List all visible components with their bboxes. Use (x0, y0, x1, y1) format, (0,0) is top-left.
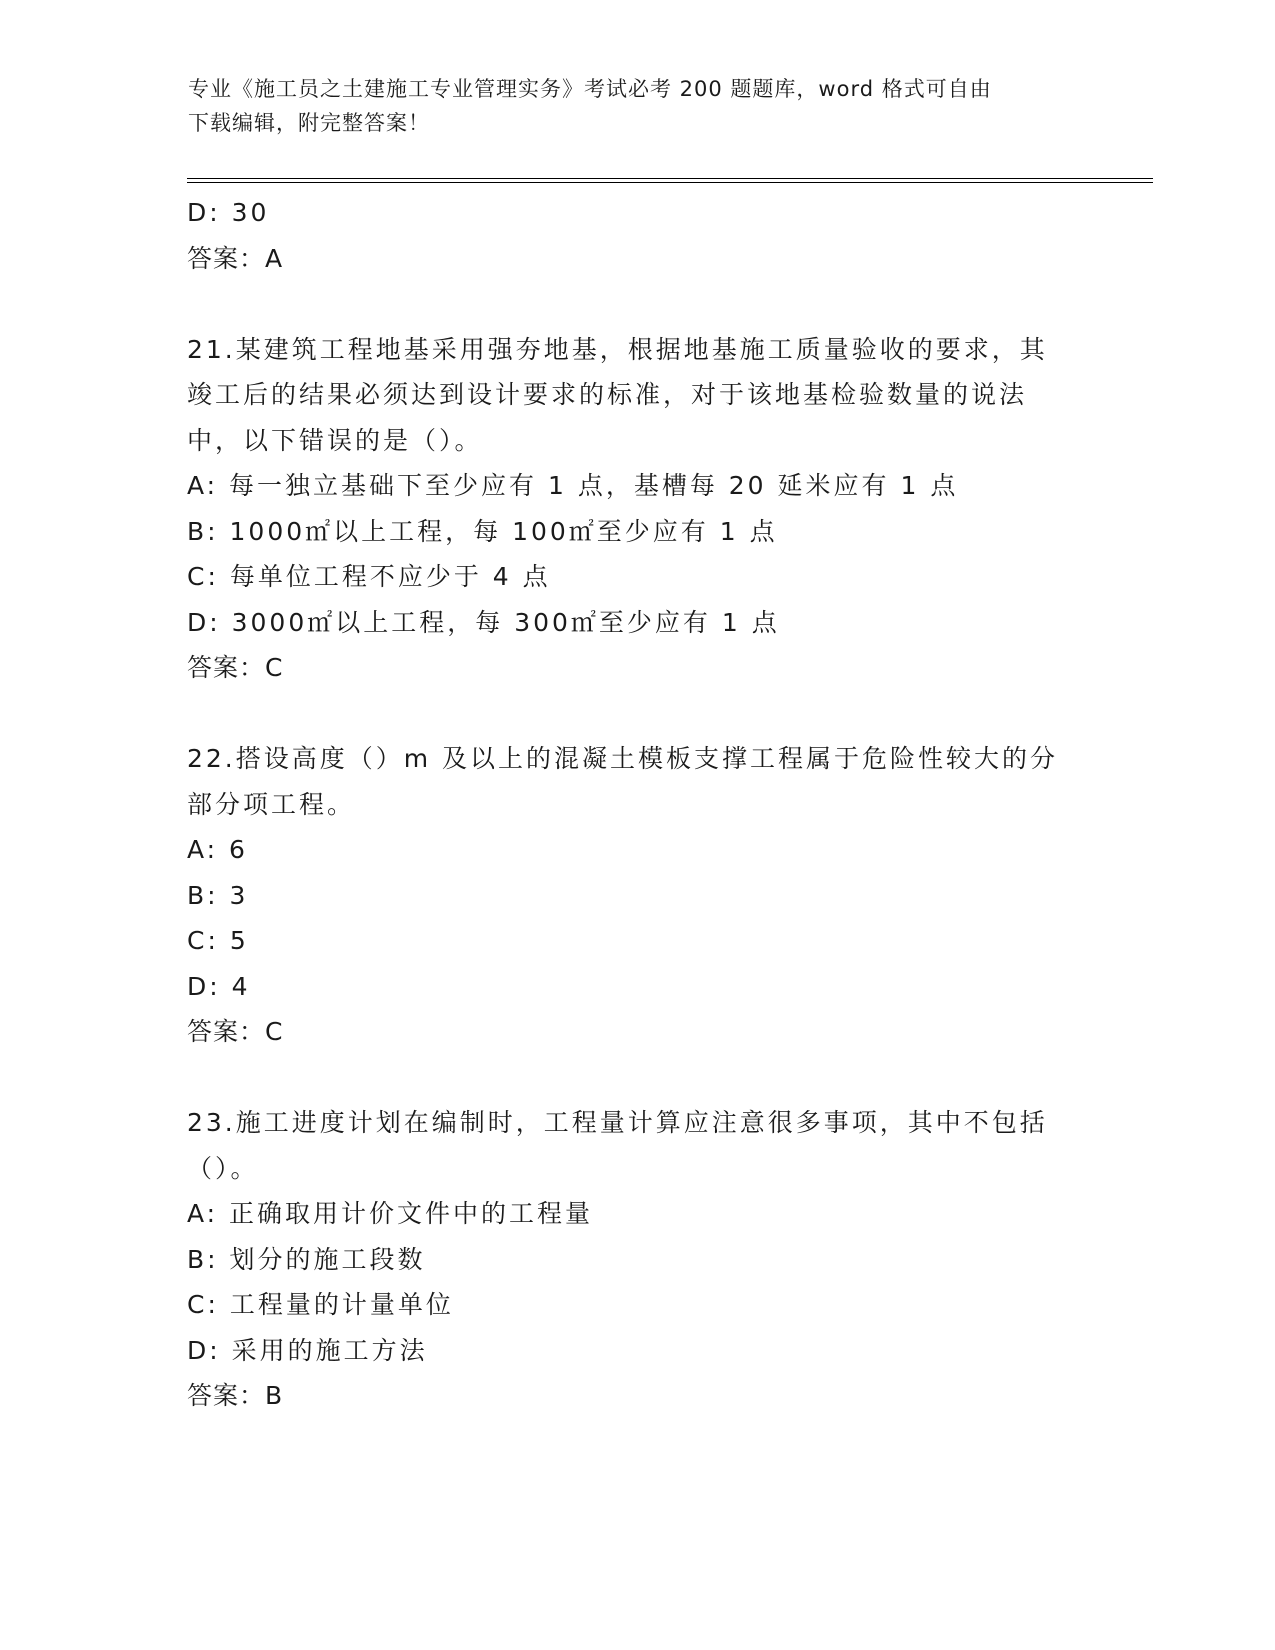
question-21 (187, 327, 1087, 691)
question-text-line: 23.施工进度计划在编制时，工程量计算应注意很多事项，其中不包括 (187, 1108, 1048, 1137)
question-text-line: 22.搭设高度（）m 及以上的混凝土模板支撑工程属于危险性较大的分 (187, 744, 1059, 773)
header-divider-bottom (187, 182, 1153, 183)
option-d: D: 30 (187, 198, 270, 227)
spacer (187, 691, 1087, 737)
question-text-line: 部分项工程。 (187, 789, 356, 819)
option-a: A: 每一独立基础下至少应有 1 点，基槽每 20 延米应有 1 点 (187, 471, 959, 500)
option-b: B: 1000㎡以上工程，每 100㎡至少应有 1 点 (187, 516, 778, 546)
question-text-line: 21.某建筑工程地基采用强夯地基，根据地基施工质量验收的要求，其 (187, 334, 1048, 364)
question-23 (187, 1100, 1087, 1419)
option-d: D: 3000㎡以上工程，每 300㎡至少应有 1 点 (187, 607, 780, 637)
question-22 (187, 736, 1087, 1055)
answer-line: 答案：B (187, 1381, 284, 1410)
question-list (187, 190, 1087, 1419)
previous-question-tail (187, 190, 1087, 281)
option-b: B: 划分的施工段数 (187, 1244, 426, 1274)
question-text-line: 竣工后的结果必须达到设计要求的标准，对于该地基检验数量的说法 (187, 380, 1028, 409)
answer-line: 答案：A (187, 243, 284, 273)
option-c: C: 工程量的计量单位 (187, 1290, 454, 1319)
option-d: D: 4 (187, 971, 251, 1001)
option-a: A: 正确取用计价文件中的工程量 (187, 1199, 594, 1228)
option-c: C: 5 (187, 926, 249, 955)
option-b: B: 3 (187, 880, 249, 910)
header-divider-top (187, 178, 1153, 179)
option-c: C: 每单位工程不应少于 4 点 (187, 562, 551, 591)
question-text-line: （）。 (187, 1153, 259, 1183)
question-text-line: 中，以下错误的是（）。 (187, 425, 483, 455)
spacer (187, 281, 1087, 327)
answer-line: 答案：C (187, 1017, 284, 1046)
header-title-line-2: 下载编辑，附完整答案！ (188, 111, 430, 135)
option-d: D: 采用的施工方法 (187, 1335, 428, 1365)
spacer (187, 1055, 1087, 1101)
answer-line: 答案：C (187, 653, 284, 682)
option-a: A: 6 (187, 835, 248, 864)
header-title-line-1: 专业《施工员之土建施工专业管理实务》考试必考 200 题题库，word 格式可自由 (188, 77, 992, 101)
document-header (188, 72, 1088, 140)
